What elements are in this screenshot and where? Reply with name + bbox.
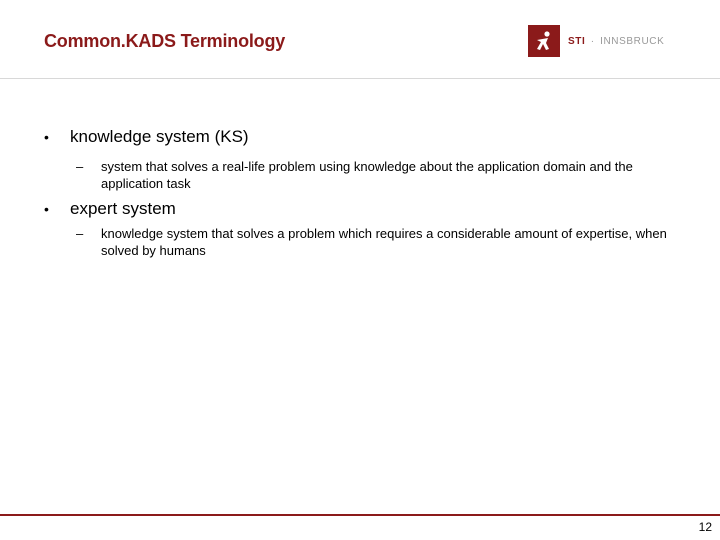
sub-bullet-text: knowledge system that solves a problem which requires a considerable amount of expertise, when solved by humans [101, 226, 667, 258]
bullet-marker: • [44, 201, 49, 217]
bullet-text: expert system [70, 199, 176, 218]
logo-mark-icon [528, 25, 560, 57]
sub-bullet-marker: – [76, 226, 84, 241]
logo-separator: · [590, 35, 595, 47]
bullet-item [44, 127, 249, 147]
logo-location: INNSBRUCK [600, 35, 665, 47]
sub-bullet-marker: – [76, 159, 84, 174]
footer-divider [0, 514, 720, 516]
sub-bullet-item [76, 158, 676, 192]
bullet-marker: • [44, 129, 49, 145]
sub-bullet-text: system that solves a real-life problem using knowledge about the application domain and the application task [101, 159, 633, 191]
header-divider [0, 78, 720, 79]
sub-bullet-item [76, 225, 676, 259]
logo-text [568, 36, 664, 47]
bullet-text: knowledge system (KS) [70, 127, 249, 146]
slide-title: Common.KADS Terminology [44, 31, 286, 51]
page-number: 12 [698, 520, 712, 534]
logo-brand: STI [568, 35, 586, 47]
sti-innsbruck-logo [528, 25, 664, 57]
bullet-item [44, 199, 176, 219]
